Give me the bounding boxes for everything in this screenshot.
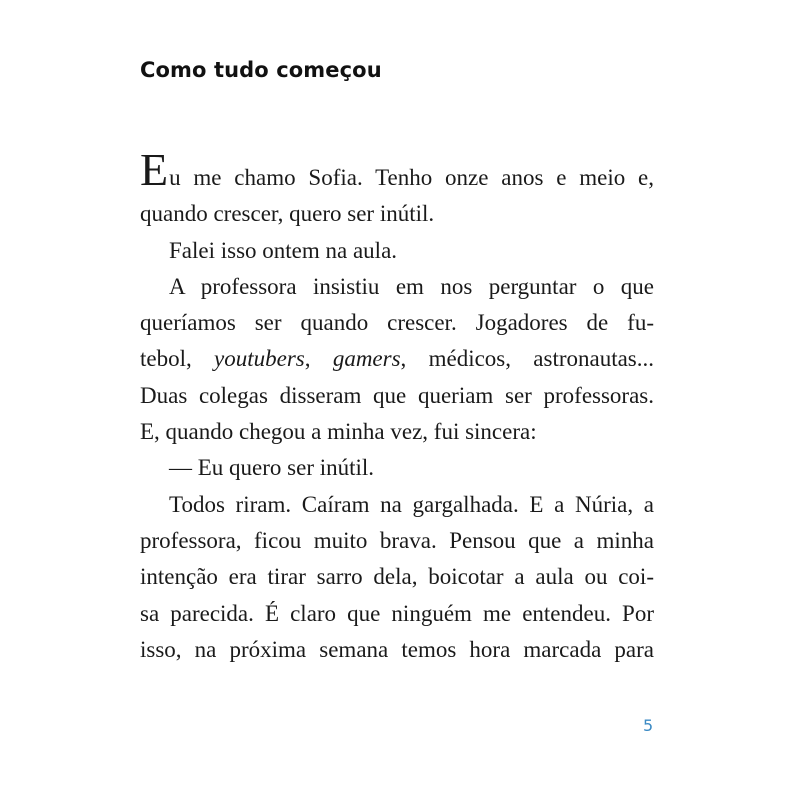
text-line: — Eu quero ser inútil. [169, 455, 375, 481]
text-line: professora, ficou muito brava. Pensou que a minha [140, 527, 654, 553]
text-line: Falei isso ontem na aula. [169, 237, 398, 263]
text-line: quando crescer, quero ser inútil. [140, 201, 435, 227]
text-line: E, quando chegou a minha vez, fui sincera: [140, 419, 537, 445]
drop-cap: E [140, 144, 169, 195]
italic-term: youtubers [214, 346, 305, 372]
text-line: queríamos ser quando crescer. Jogadores de fu- [140, 310, 654, 336]
chapter-title: Como tudo começou [140, 58, 382, 82]
italic-term: gamers [332, 346, 401, 372]
text-line: A professora insistiu em nos perguntar o que [169, 273, 654, 299]
text-line: Todos riram. Caíram na gargalhada. E a Núria, a [169, 491, 654, 517]
text-line: Eu me chamo Sofia. Tenho onze anos e meio e, [140, 144, 654, 195]
text-line: tebol, youtubers, gamers, médicos, astronautas... [140, 346, 654, 372]
text-line: isso, na próxima semana temos hora marcada para [140, 636, 654, 662]
body-text [140, 144, 654, 668]
page-number: 5 [643, 716, 654, 735]
text-line: sa parecida. É claro que ninguém me entendeu. Por [140, 600, 654, 626]
text-line: intenção era tirar sarro dela, boicotar a aula ou coi- [140, 564, 654, 590]
text-line: Duas colegas disseram que queriam ser professoras. [140, 382, 654, 408]
